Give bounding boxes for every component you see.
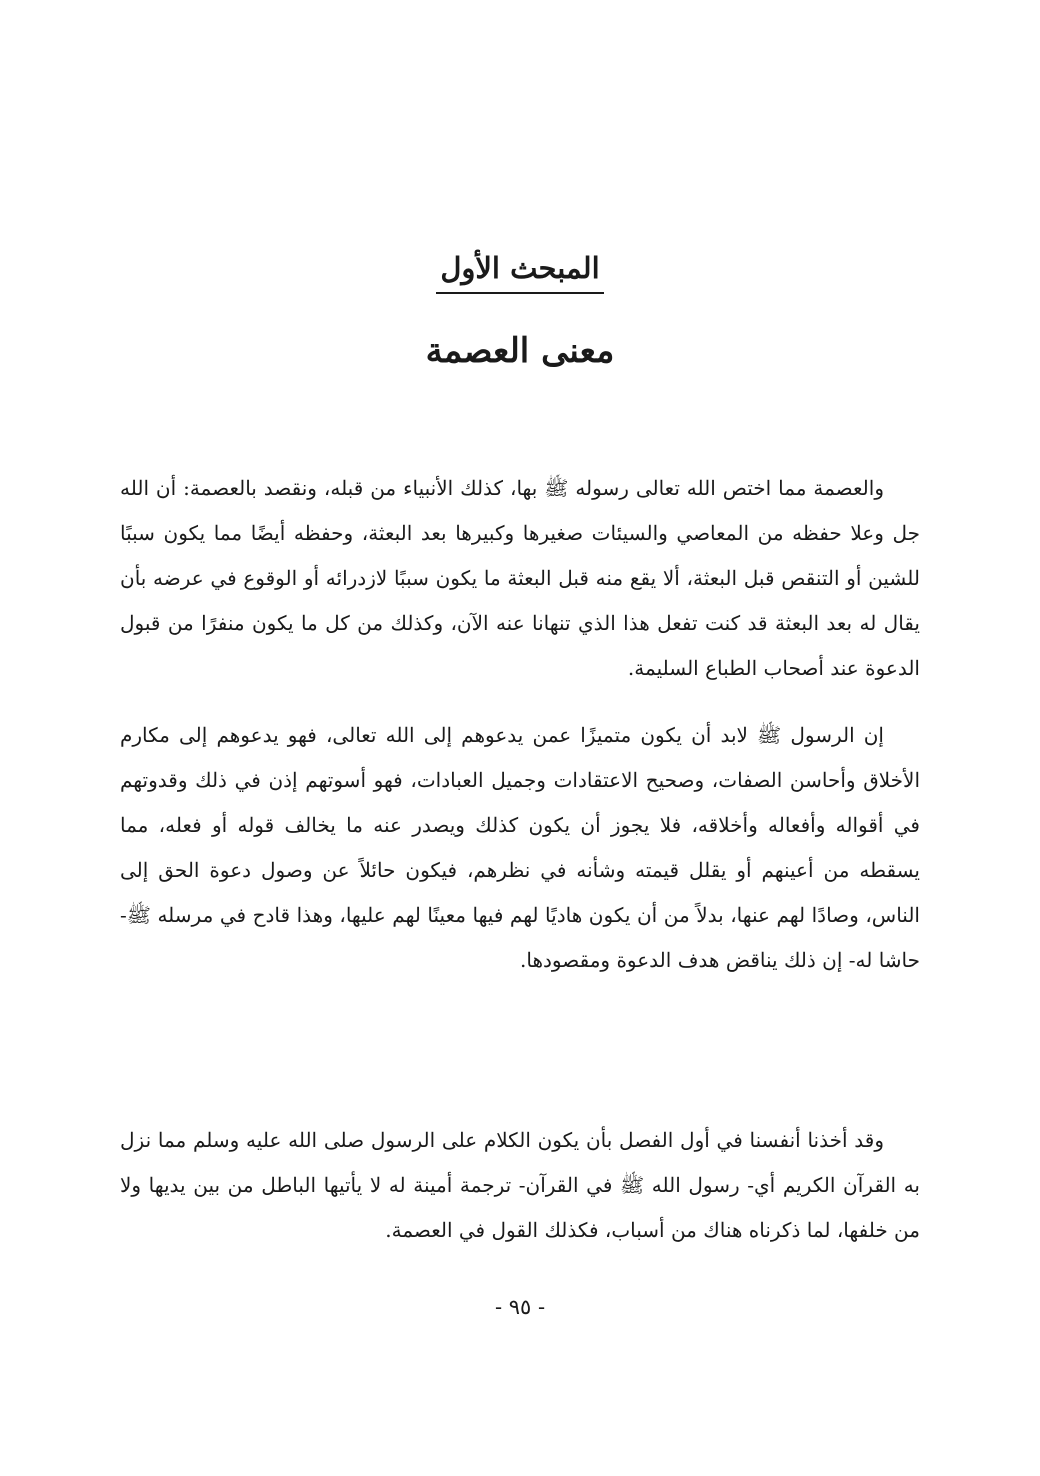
- page-number: - ٩٥ -: [494, 1295, 546, 1319]
- chapter-heading: [0, 248, 1040, 294]
- paragraph-text: إن الرسول ﷺ لابد أن يكون متميزًا عمن يدعوهم إلى الله تعالى، فهو يدعوهم إلى مكارم الأخلاق وأحاسن الصفات، وصحيح الاعتقادات وجميل العبادات، فهو أسوتهم إذن في ذلك وقدوتهم في أقواله وأفعاله وأخلاقه، فلا يجوز أن يكون كذلك ويصدر عنه ما يخالف قوله أو فعله، مما يسقطه من أعينهم أو يقلل قيمته وشأنه في نظرهم، فيكون حائلاً عن وصول دعوة الحق إلى الناس، وصادًا لهم عنها، بدلاً من أن يكون هاديًا لهم فيها معينًا لهم عليها، وهذا قادح في مرسله ﷺ- حاشا له- إن ذلك يناقض هدف الدعوة ومقصودها.: [120, 723, 920, 972]
- paragraph-1: [120, 466, 920, 691]
- section-title: معنى العصمة: [425, 331, 615, 371]
- paragraph-text: والعصمة مما اختص الله تعالى رسوله ﷺ بها، كذلك الأنبياء من قبله، ونقصد بالعصمة: أن الله جل وعلا حفظه من المعاصي والسيئات صغيرها وكبيرها بعد البعثة، وحفظه أيضًا مما يكون سببًا للشين أو التنقص قبل البعثة، ألا يقع منه قبل البعثة ما يكون سببًا لازدرائه أو الوقوع في عرضه بأن يقال له بعد البعثة قد كنت تفعل هذا الذي تنهانا عنه الآن، وكذلك من كل ما يكون منفرًا من قبول الدعوة عند أصحاب الطباع السليمة.: [120, 476, 920, 680]
- chapter-heading-text: المبحث الأول: [436, 248, 603, 294]
- paragraph-text: وقد أخذنا أنفسنا في أول الفصل بأن يكون الكلام على الرسول صلى الله عليه وسلم مما نزل به القرآن الكريم أي- رسول الله ﷺ في القرآن- ترجمة أمينة له لا يأتيها الباطل من بين يديها ولا من خلفها، لما ذكرناه هناك من أسباب، فكذلك القول في العصمة.: [120, 1128, 920, 1242]
- paragraph-2: [120, 713, 920, 983]
- paragraph-3: [120, 1118, 920, 1253]
